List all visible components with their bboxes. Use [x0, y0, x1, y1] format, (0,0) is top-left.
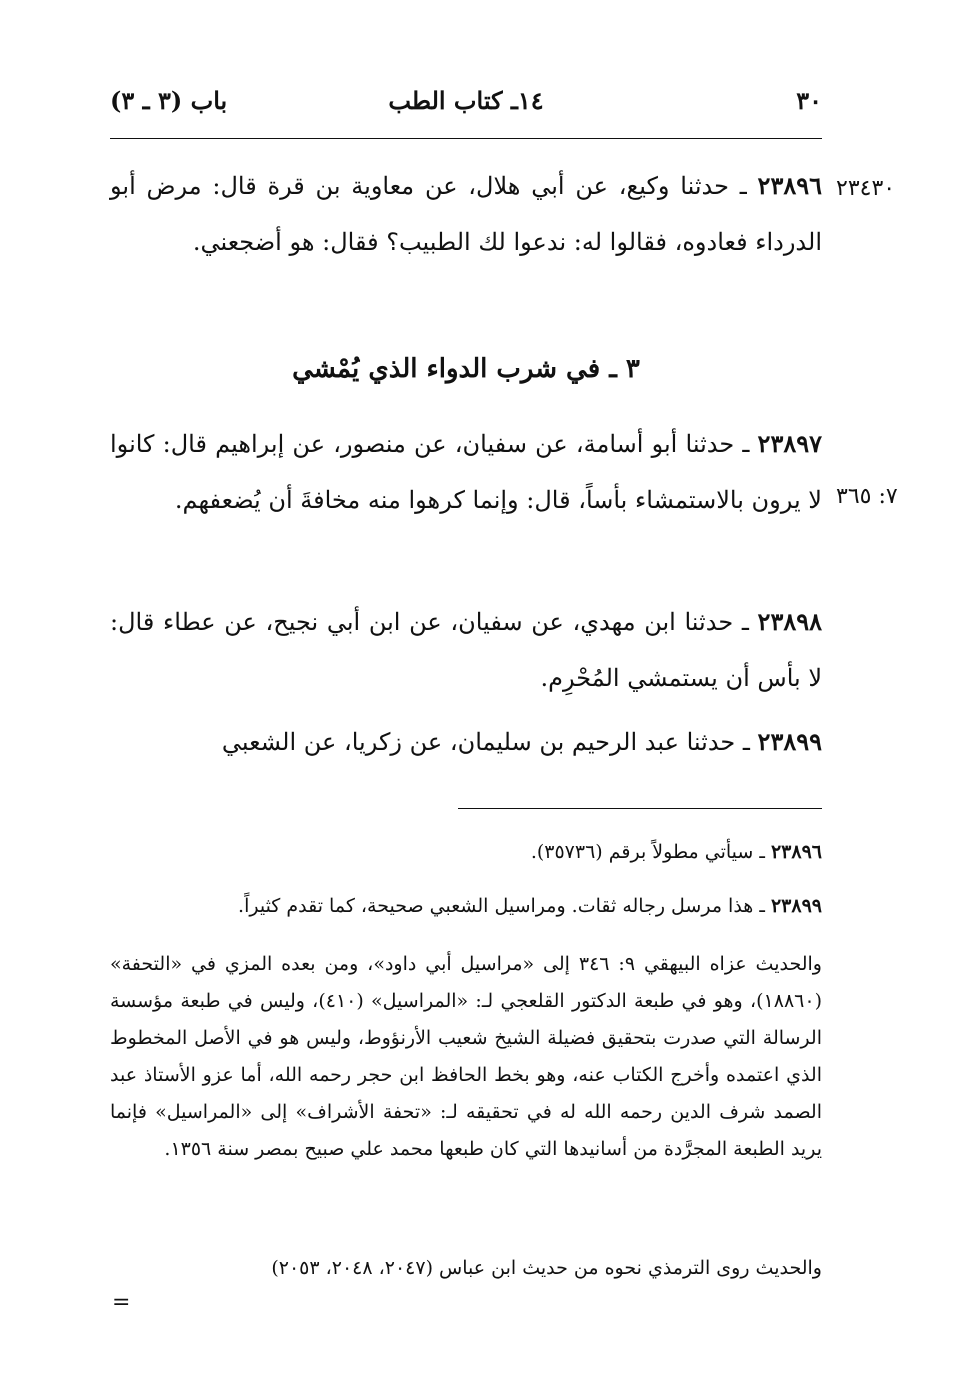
hadith-text: ـ حدثنا وكيع، عن أبي هلال، عن معاوية بن قرة قال: مرض أبو الدرداء فعادوه، فقالوا له: ندعوا لك الطبيب؟ فقال: هو أضجعني. [110, 172, 822, 256]
footnote-text: ـ هذا مرسل رجاله ثقات. ومراسيل الشعبي صحيحة، كما تقدم كثيراً. [238, 895, 771, 917]
footnote [110, 888, 822, 925]
footnote-text: والحديث روى الترمذي نحوه من حديث ابن عباس (٢٠٤٧، ٢٠٤٨، ٢٠٥٣) [271, 1257, 822, 1279]
footnote-text: والحديث عزاه البيهقي ٩: ٣٤٦ إلى «مراسيل أبي داود»، ومن بعده المزي في «التحفة» (١٨٨٦٠)، وهو في طبعة الدكتور القلعجي لـ: «المراسيل» (٤١٠)، وليس في طبعة مؤسسة الرسالة التي صدرت بتحقيق فضيلة الشيخ شعيب الأرنؤوط، وليس هو في الأصل المخطوط الذي اعتمده وأخرج الكتاب عنه، وهو بخط الحافظ ابن حجر رحمه الله، أما عزو الأستاذ عبد الصمد شرف الدين رحمه الله له في تحقيقه لـ: «تحفة الأشراف» إلى «المراسيل» فإنما يريد الطبعة المجرَّدة من أسانيدها التي كان طبعها محمد علي صبيح بمصر سنة ١٣٥٦. [110, 953, 822, 1160]
footnote [110, 834, 822, 871]
hadith-text: ـ حدثنا ابن مهدي، عن سفيان، عن ابن أبي نجيح، عن عطاء قال: لا بأس أن يستمشي المُحْرِم. [110, 608, 822, 692]
footnote-number: ٢٣٨٩٩ [770, 895, 822, 917]
hadith-number: ٢٣٨٩٧ [757, 429, 822, 458]
footnote-continuation [110, 1250, 822, 1287]
hadith-paragraph [110, 714, 822, 770]
hadith-number: ٢٣٨٩٨ [757, 607, 822, 636]
footnote-continuation [110, 946, 822, 1168]
hadith-text: ـ حدثنا عبد الرحيم بن سليمان، عن زكريا، عن الشعبي [221, 728, 758, 756]
hadith-text: ـ حدثنا أبو أسامة، عن سفيان، عن منصور، عن إبراهيم قال: كانوا لا يرون بالاستمشاء بأساً، قال: وإنما كرهوا منه مخافةَ أن يُضعفهم. [110, 430, 822, 514]
header-rule [110, 138, 822, 139]
hadith-paragraph [110, 416, 822, 528]
footnote-text: ـ سيأتي مطولاً برقم (٣٥٧٣٦). [530, 841, 771, 863]
page-number: ٣٠ [796, 86, 822, 115]
hadith-paragraph [110, 594, 822, 706]
hadith-number: ٢٣٨٩٩ [757, 727, 822, 756]
hadith-number: ٢٣٨٩٦ [757, 171, 822, 200]
continuation-mark: = [112, 1290, 131, 1315]
book-title: ١٤ـ كتاب الطب [388, 86, 544, 115]
hadith-paragraph [110, 158, 822, 270]
margin-note-hadith-number: ٢٣٤٣٠ [836, 176, 896, 201]
chapter-reference: باب (٣ ـ ٣) [110, 86, 228, 115]
footnote-number: ٢٣٨٩٦ [770, 841, 822, 863]
footnote-separator [458, 808, 822, 809]
margin-note-volume-page: ٧: ٣٦٥ [836, 484, 898, 509]
running-header [110, 86, 822, 120]
section-title: ٣ ـ في شرب الدواء الذي يُمْشي [292, 354, 640, 384]
